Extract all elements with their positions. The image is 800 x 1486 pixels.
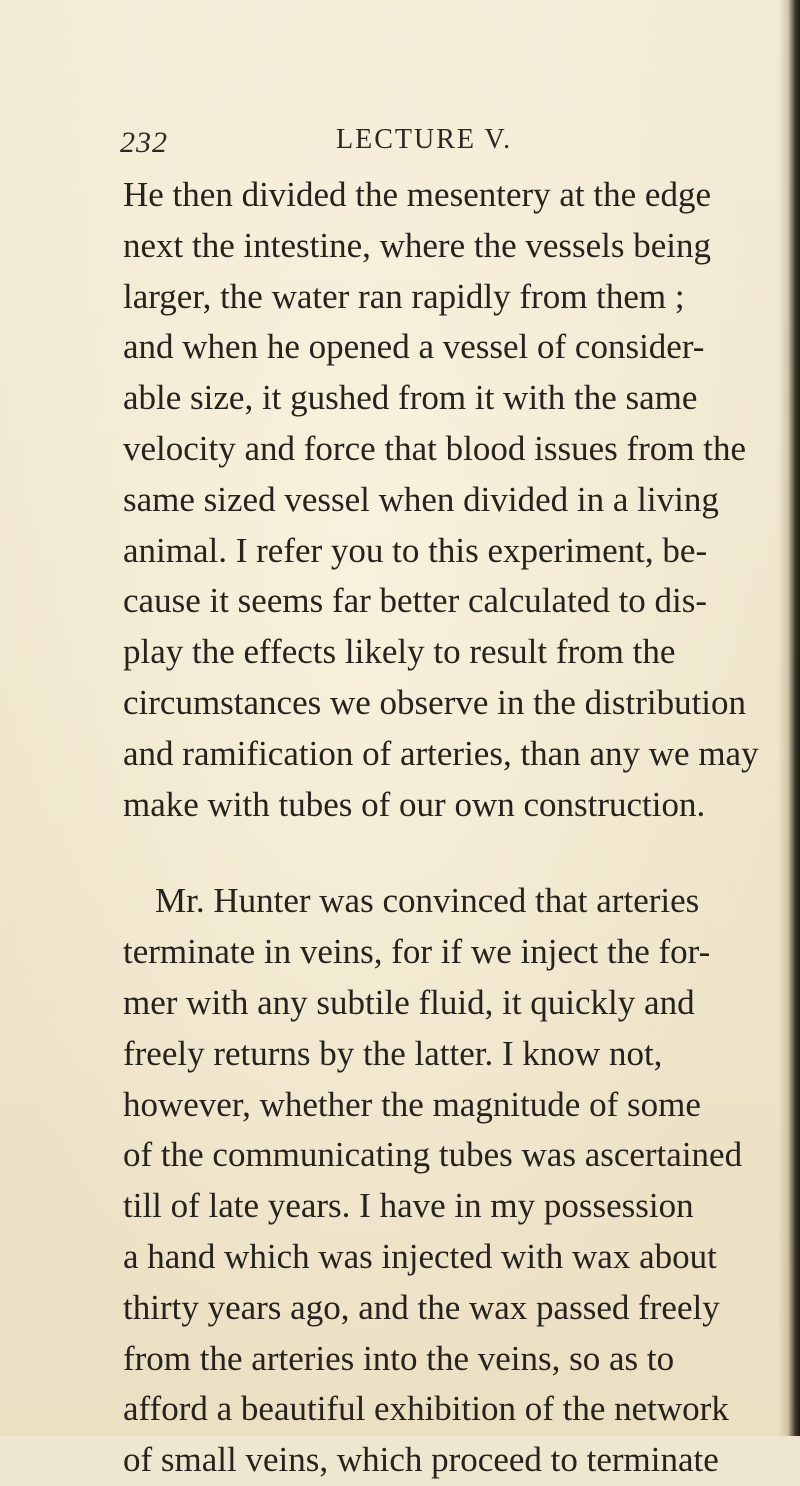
text-line: thirty years ago, and the wax passed freely	[123, 1287, 720, 1327]
text-line: of the communicating tubes was ascertained	[123, 1135, 743, 1175]
text-line: next the intestine, where the vessels being	[123, 225, 712, 265]
text-line: play the effects likely to result from the	[123, 632, 676, 672]
text-line: and when he opened a vessel of consider-	[123, 327, 705, 367]
text-line: He then divided the mesentery at the edge	[123, 175, 711, 214]
text-line: a hand which was injected with wax about	[123, 1236, 717, 1276]
text-line: velocity and force that blood issues from the	[123, 428, 747, 468]
text-line: able size, it gushed from it with the same	[123, 378, 698, 418]
paragraph-1	[123, 170, 768, 830]
text-line: same sized vessel when divided in a living	[123, 479, 719, 519]
text-line: make with tubes of our own construction.	[123, 784, 706, 824]
text-line: however, whether the magnitude of some	[123, 1084, 701, 1124]
text-line: afford a beautiful exhibition of the network	[123, 1389, 729, 1429]
paragraph-2	[123, 876, 768, 1486]
text-line: of small veins, which proceed to terminate	[123, 1440, 719, 1480]
text-line: terminate in veins, for if we inject the for-	[123, 932, 711, 972]
text-line: circumstances we observe in the distribution	[123, 682, 747, 722]
page-binding-edge	[778, 0, 800, 1436]
page-number: 232	[120, 126, 168, 159]
text-line: larger, the water ran rapidly from them ;	[123, 276, 685, 316]
text-line: mer with any subtile fluid, it quickly and	[123, 982, 695, 1022]
text-line: Mr. Hunter was convinced that arteries	[155, 881, 700, 921]
text-line: freely returns by the latter. I know not,	[123, 1033, 663, 1073]
text-line: from the arteries into the veins, so as to	[123, 1338, 675, 1378]
body-text	[123, 170, 768, 1486]
text-line: and ramification of arteries, than any we may	[123, 733, 759, 773]
chapter-title: LECTURE V.	[336, 124, 513, 155]
text-line: cause it seems far better calculated to dis-	[123, 581, 708, 621]
text-line: animal. I refer you to this experiment, be-	[123, 530, 708, 570]
running-head	[120, 120, 680, 170]
text-line: till of late years. I have in my possession	[123, 1186, 694, 1226]
